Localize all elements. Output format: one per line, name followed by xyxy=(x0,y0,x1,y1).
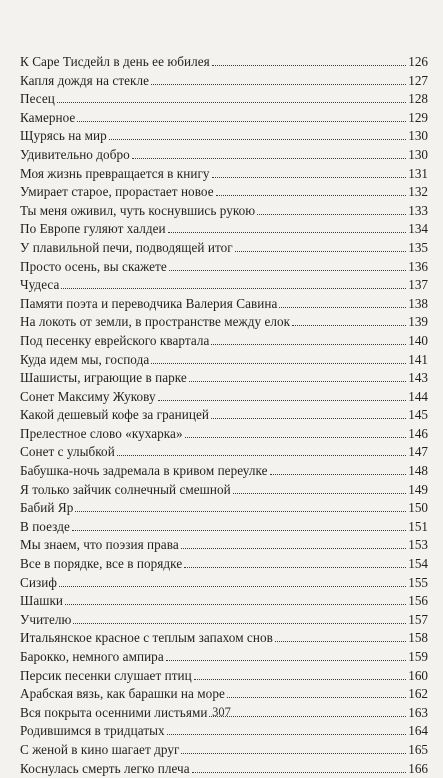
toc-entry-title: Персик песенки слушает птиц xyxy=(20,667,192,683)
toc-dot-leader xyxy=(275,641,406,642)
toc-entry xyxy=(20,127,428,146)
toc-entry xyxy=(20,536,428,555)
toc-entry xyxy=(20,518,428,537)
toc-entry-title: Под песенку еврейского квартала xyxy=(20,332,210,348)
toc-dot-leader xyxy=(61,288,406,289)
toc-entry-page: 128 xyxy=(408,91,428,107)
toc-entry-page: 134 xyxy=(408,221,428,237)
toc-entry-title: Учителю xyxy=(20,611,72,627)
toc-entry-page: 153 xyxy=(408,537,428,553)
toc-entry-title: Капля дождя на стекле xyxy=(20,72,150,88)
toc-entry-page: 131 xyxy=(408,165,428,181)
toc-entry-title: Умирает старое, прорастает новое xyxy=(20,184,214,200)
toc-dot-leader xyxy=(233,493,406,494)
toc-entry xyxy=(20,648,428,667)
toc-entry xyxy=(20,220,428,239)
toc-dot-leader xyxy=(158,400,407,401)
toc-entry-page: 140 xyxy=(408,332,428,348)
toc-entry-title: В поезде xyxy=(20,518,70,534)
toc-entry xyxy=(20,462,428,481)
toc-entry-title: Вся покрыта осенними листьями xyxy=(20,704,208,720)
toc-entry-title: Бабушка-ночь задремала в кривом переулке xyxy=(20,463,268,479)
toc-entry xyxy=(20,351,428,370)
toc-entry-title: Памяти поэта и переводчика Валерия Савина xyxy=(20,295,278,311)
toc-entry xyxy=(20,667,428,686)
toc-entry-page: 160 xyxy=(408,667,428,683)
toc-dot-leader xyxy=(227,697,406,698)
toc-entry-title: К Саре Тисдейл в день ее юбилея xyxy=(20,54,210,69)
toc-entry-title: Просто осень, вы скажете xyxy=(20,258,167,274)
toc-entry-page: 155 xyxy=(408,574,428,590)
toc-entry-page: 138 xyxy=(408,295,428,311)
toc-entry-page: 137 xyxy=(408,277,428,293)
toc-entry-title: Барокко, немного ампира xyxy=(20,649,164,664)
toc-dot-leader xyxy=(59,586,406,587)
toc-entry xyxy=(20,53,428,72)
toc-entry xyxy=(20,574,428,593)
toc-entry xyxy=(20,165,428,184)
toc-entry xyxy=(20,592,428,611)
toc-entry-title: Шашисты, играющие в парке xyxy=(20,370,187,386)
toc-dot-leader xyxy=(167,734,407,735)
toc-entry-title: Камерное xyxy=(20,109,76,125)
toc-entry-title: На локоть от земли, в пространстве между елок xyxy=(20,314,291,330)
toc-entry-title: Щурясь на мир xyxy=(20,128,107,144)
toc-entry-title: У плавильной печи, подводящей итог xyxy=(20,239,233,255)
toc-entry-title: С женой в кино шагает друг xyxy=(20,741,180,757)
toc-entry-title: Шашки xyxy=(20,593,64,609)
toc-entry-page: 154 xyxy=(408,556,428,572)
toc-entry-page: 150 xyxy=(408,500,428,516)
toc-dot-leader xyxy=(211,344,406,345)
toc-entry-title: Родившимся в тридцатых xyxy=(20,723,165,739)
toc-entry xyxy=(20,685,428,704)
toc-entry xyxy=(20,313,428,332)
toc-entry-page: 146 xyxy=(408,425,428,441)
toc-entry-page: 163 xyxy=(408,704,428,720)
toc-entry-title: Чудеса xyxy=(20,277,60,293)
toc-dot-leader xyxy=(132,158,406,159)
toc-entry xyxy=(20,741,428,760)
toc-entry xyxy=(20,258,428,277)
toc-dot-leader xyxy=(192,772,407,773)
toc-entry-title: Какой дешевый кофе за границей xyxy=(20,407,209,423)
table-of-contents xyxy=(20,53,428,778)
toc-dot-leader xyxy=(109,139,406,140)
toc-entry xyxy=(20,295,428,314)
toc-entry-page: 130 xyxy=(408,128,428,144)
toc-entry-page: 136 xyxy=(408,258,428,274)
toc-dot-leader xyxy=(72,530,406,531)
toc-entry-title: Итальянское красное с теплым запахом снов xyxy=(20,630,273,646)
toc-entry-page: 149 xyxy=(408,481,428,497)
toc-entry-page: 141 xyxy=(408,351,428,367)
toc-dot-leader xyxy=(166,660,406,661)
toc-entry xyxy=(20,611,428,630)
toc-entry-page: 129 xyxy=(408,109,428,125)
toc-entry-page: 139 xyxy=(408,314,428,330)
toc-dot-leader xyxy=(65,604,406,605)
toc-entry-title: Сонет с улыбкой xyxy=(20,444,115,460)
toc-entry xyxy=(20,146,428,165)
toc-dot-leader xyxy=(194,679,406,680)
toc-entry-page: 126 xyxy=(408,54,428,69)
toc-dot-leader xyxy=(212,177,407,178)
toc-dot-leader xyxy=(151,84,406,85)
toc-entry-page: 159 xyxy=(408,649,428,664)
toc-entry xyxy=(20,72,428,91)
toc-entry-page: 143 xyxy=(408,370,428,386)
toc-entry-title: Моя жизнь превращается в книгу xyxy=(20,165,210,181)
toc-entry-page: 133 xyxy=(408,202,428,218)
toc-dot-leader xyxy=(117,455,406,456)
toc-dot-leader xyxy=(151,363,406,364)
toc-entry xyxy=(20,760,428,778)
toc-entry xyxy=(20,629,428,648)
toc-entry xyxy=(20,276,428,295)
toc-dot-leader xyxy=(57,102,406,103)
toc-dot-leader xyxy=(257,214,406,215)
toc-dot-leader xyxy=(279,307,406,308)
toc-entry-title: Сизиф xyxy=(20,574,57,590)
toc-dot-leader xyxy=(73,623,406,624)
toc-entry-title: Все в порядке, все в порядке xyxy=(20,556,183,572)
toc-entry-title: Коснулась смерть легко плеча xyxy=(20,760,190,776)
toc-entry-page: 135 xyxy=(408,239,428,255)
toc-dot-leader xyxy=(212,65,406,66)
toc-entry-page: 127 xyxy=(408,72,428,88)
toc-entry-page: 148 xyxy=(408,463,428,479)
toc-entry xyxy=(20,90,428,109)
toc-entry xyxy=(20,369,428,388)
toc-entry-page: 147 xyxy=(408,444,428,460)
toc-entry xyxy=(20,443,428,462)
toc-dot-leader xyxy=(184,567,406,568)
toc-entry-title: Ты меня оживил, чуть коснувшись рукою xyxy=(20,202,256,218)
toc-entry xyxy=(20,239,428,258)
toc-dot-leader xyxy=(270,474,407,475)
toc-entry-title: Куда идем мы, господа xyxy=(20,351,150,367)
toc-entry-title: Прелестное слово «кухарка» xyxy=(20,425,183,441)
toc-entry xyxy=(20,555,428,574)
toc-dot-leader xyxy=(292,325,406,326)
toc-entry-page: 158 xyxy=(408,630,428,646)
toc-entry xyxy=(20,722,428,741)
toc-dot-leader xyxy=(181,548,406,549)
toc-entry xyxy=(20,109,428,128)
toc-entry xyxy=(20,499,428,518)
toc-entry-title: Мы знаем, что поэзия права xyxy=(20,537,179,553)
toc-entry xyxy=(20,388,428,407)
toc-entry xyxy=(20,202,428,221)
toc-dot-leader xyxy=(189,381,406,382)
toc-entry-title: Песец xyxy=(20,91,55,107)
toc-entry-page: 156 xyxy=(408,593,428,609)
toc-dot-leader xyxy=(168,232,407,233)
page-number: 307 xyxy=(212,705,231,719)
toc-entry-title: По Европе гуляют халдеи xyxy=(20,221,166,237)
toc-entry-title: Удивительно добро xyxy=(20,146,130,162)
toc-entry-page: 132 xyxy=(408,184,428,200)
toc-entry-page: 165 xyxy=(408,741,428,757)
toc-dot-leader xyxy=(77,121,406,122)
toc-entry-page: 157 xyxy=(408,611,428,627)
toc-entry-page: 151 xyxy=(408,518,428,534)
toc-entry-title: Бабий Яр xyxy=(20,500,74,516)
toc-entry xyxy=(20,183,428,202)
toc-entry-page: 145 xyxy=(408,407,428,423)
toc-entry-title: Сонет Максиму Жукову xyxy=(20,388,156,404)
toc-dot-leader xyxy=(216,195,407,196)
toc-dot-leader xyxy=(185,437,407,438)
toc-entry-page: 144 xyxy=(408,388,428,404)
toc-entry-page: 166 xyxy=(408,760,428,776)
toc-entry-page: 130 xyxy=(408,146,428,162)
toc-entry xyxy=(20,406,428,425)
toc-entry-page: 164 xyxy=(408,723,428,739)
toc-dot-leader xyxy=(169,270,406,271)
toc-dot-leader xyxy=(75,511,406,512)
toc-dot-leader xyxy=(181,753,406,754)
toc-entry xyxy=(20,425,428,444)
toc-dot-leader xyxy=(211,418,406,419)
toc-dot-leader xyxy=(235,251,407,252)
toc-entry-title: Я только зайчик солнечный смешной xyxy=(20,481,231,497)
toc-entry xyxy=(20,332,428,351)
toc-entry-page: 162 xyxy=(408,686,428,702)
toc-entry-title: Арабская вязь, как барашки на море xyxy=(20,686,225,702)
toc-entry xyxy=(20,481,428,500)
